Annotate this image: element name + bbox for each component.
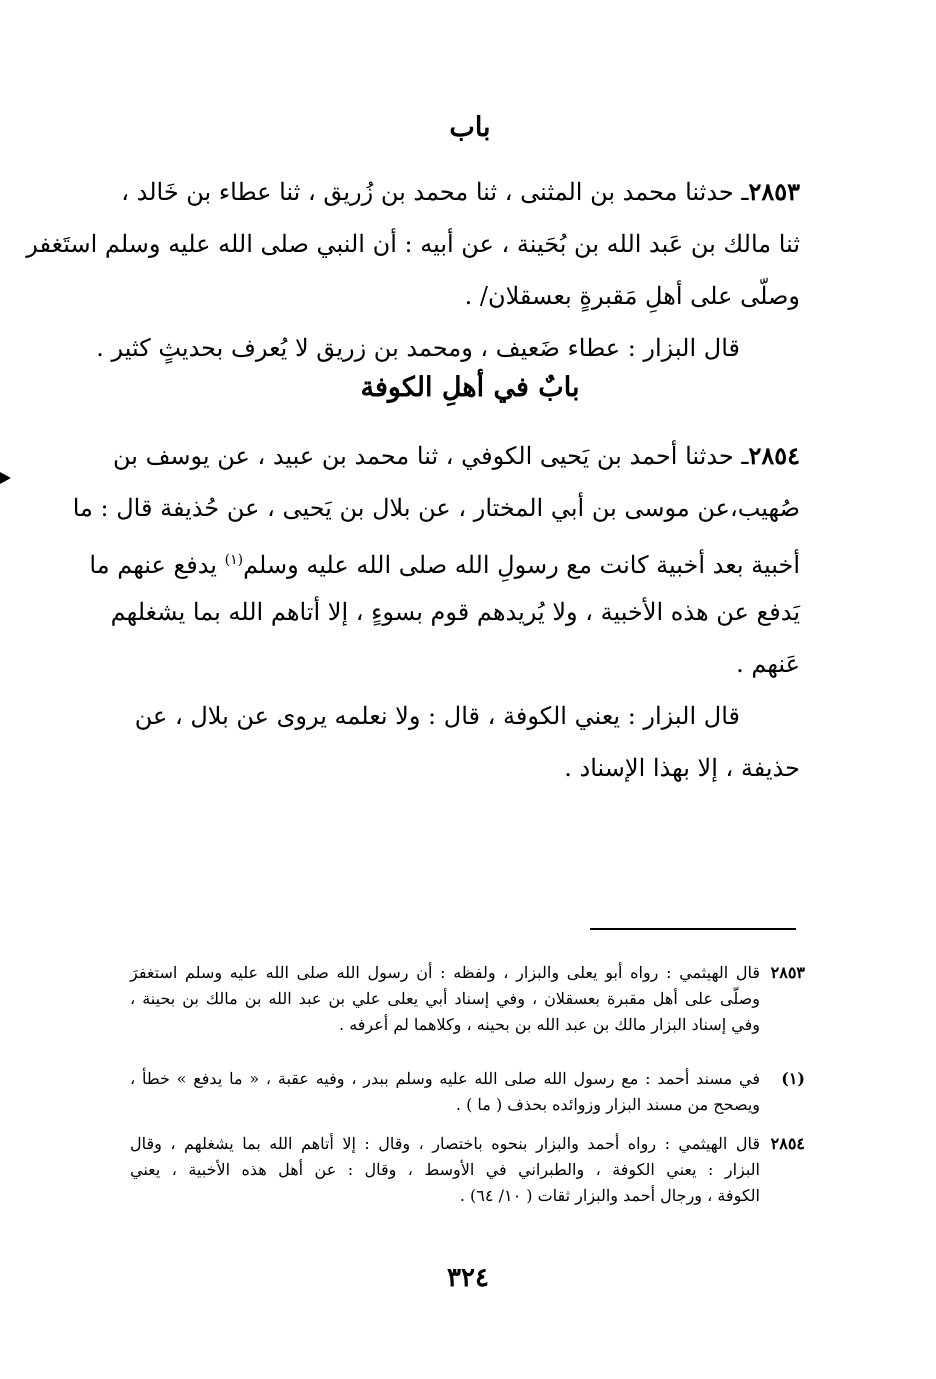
hadith-2854-comment-1: قال البزار : يعني الكوفة ، قال : ولا نعلمه يروى عن بلال ، عن [134,702,740,730]
footnote-label: (١) [781,1069,805,1088]
footnote-label: ٢٨٥٣ [770,963,805,982]
hadith-2854-line-2: صُهيب،عن موسى بن أبي المختار ، عن بلال بن يَحيى ، عن حُذيفة قال : ما [72,494,800,522]
hadith-2854 [72,430,800,794]
margin-marker-icon [0,472,11,484]
hadith-2853-line-2: ثنا مالك بن عَبد الله بن بُحَينة ، عن أبيه : أن النبي صلى الله عليه وسلم استَغفر [26,230,800,258]
footnote-label: ٢٨٥٤ [770,1134,805,1153]
hadith-2854-line-3: أخبية بعد أخبية كانت مع رسولِ الله صلى الله عليه وسلم$^{(١)}$ يدفع عنهم ما [89,551,800,579]
footnote-1: في مسند أحمد : مع رسول الله صلى الله عليه وسلم ببدر ، وفيه عقبة ، « ما يدفع » خطأ ، ويصحح من مسند البزار وزوائده بحذف ( ما ) . [130,1069,760,1114]
hadith-2853 [26,166,800,374]
footnote-divider [590,928,796,930]
hadith-2853-line-3: وصلّى على أهلِ مَقبرةٍ بعسقلان/ . [464,282,800,310]
hadith-2854-line-1: ٢٨٥٤ـ حدثنا أحمد بن يَحيى الكوفي ، ثنا محمد بن عبيد ، عن يوسف بن [113,441,800,470]
hadith-2854-line-5: عَنهم . [736,650,800,678]
hadith-number: ٢٨٥٣ [748,177,800,206]
footnote-ref[interactable]: (١) [224,552,244,568]
hadith-2853-comment: قال البزار : عطاء ضَعيف ، ومحمد بن زريق لا يُعرف بحديثٍ كثير . [96,334,740,362]
footnote-2853: قال الهيثمي : رواه أبو يعلى والبزار ، ولفظه : أن رسول الله صلى الله عليه وسلم استغفرَ وصلّى على أهل مقبرة بعسقلان ، وفي إسناد أبي يعلى علي بن عبد الله بن مالك بن بحينة ، وفي إسناد البزار مالك بن عبد الله بن بحينه ، وكلاهما لم أعرفه . [130,963,760,1034]
section-heading-bab: باب [449,112,491,143]
hadith-number: ٢٨٥٤ [748,441,800,470]
hadith-2853-line-1: ٢٨٥٣ـ حدثنا محمد بن المثنى ، ثنا محمد بن زُريق ، ثنا عطاء بن خَالد ، [121,177,800,206]
section-heading-kufa: بابٌ في أهلِ الكوفة [360,372,580,403]
footnote-2854: قال الهيثمي : رواه أحمد والبزار بنحوه باختصار ، وقال : إلا أتاهم الله بما يشغلهم ، وقال البزار : يعني الكوفة ، والطبراني في الأوسط ، وقال : عن أهل هذه الأخبية ، يعني الكوفة ، ورجال أحمد والبزار ثقات ( ١٠/ ٦٤) . [130,1134,760,1205]
hadith-2854-comment-2: حذيفة ، إلا بهذا الإسناد . [564,754,800,782]
hadith-2854-line-4: يَدفع عن هذه الأخبية ، ولا يُريدهم قوم بسوءٍ ، إلا أتاهم الله بما يشغلهم [110,598,800,626]
page-number: ٣٢٤ [447,1263,489,1293]
